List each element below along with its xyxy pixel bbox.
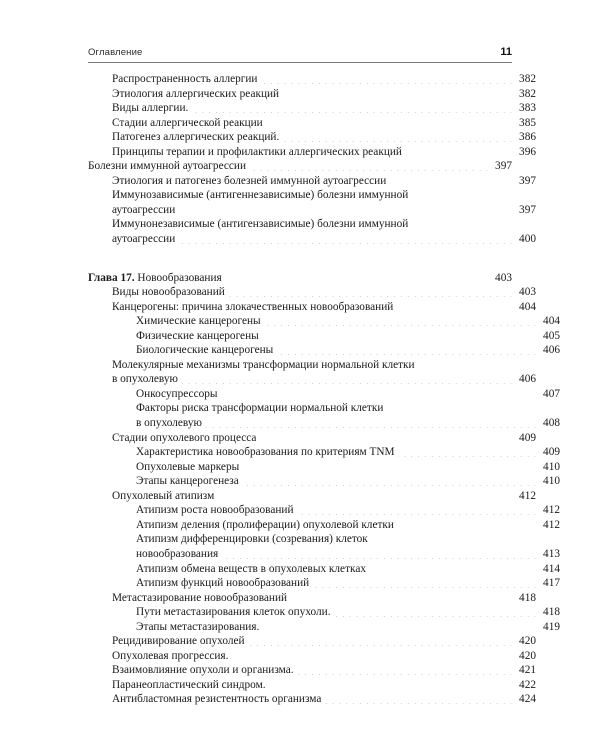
toc-entry[interactable] (88, 634, 536, 649)
toc-entry-label: новообразования (136, 547, 219, 560)
toc-entry-label: Рецидивирование опухолей (112, 635, 245, 648)
toc-dot-leader (282, 141, 513, 142)
toc-entry-page-number: 404 (519, 300, 536, 313)
toc-entry-page-number: 417 (543, 577, 560, 590)
toc-entry-page-number: 412 (543, 504, 560, 517)
toc-entry-label: аутоагрессии (112, 233, 176, 246)
toc-entry[interactable] (88, 518, 560, 533)
toc-entry-label: Характеристика новообразования по критериям TNM (136, 446, 395, 459)
toc-entry-label: в опухолевую (112, 373, 178, 386)
toc-entry-page-number: 405 (543, 329, 560, 342)
toc-entry-label: Стадии опухолевого процесса (112, 431, 257, 444)
toc-dot-leader (297, 674, 513, 675)
toc-entry-page-number: 403 (495, 271, 512, 284)
toc-entry-label: Принципы терапии и профилактики аллергических реакций (112, 145, 402, 158)
toc-entry[interactable] (88, 285, 536, 300)
toc-dot-leader (369, 572, 537, 573)
toc-entry-label: Болезни иммунной аутоагрессии (88, 160, 246, 173)
toc-dot-leader (276, 354, 537, 355)
toc-entry-label: Этапы канцерогенеза (136, 475, 239, 488)
toc-dot-leader (334, 616, 537, 617)
toc-dot-leader (191, 112, 513, 113)
toc-entry-label: Канцерогены: причина злокачественных новообразований (112, 300, 394, 313)
toc-entry-label: Атипизм роста новообразований (136, 504, 294, 517)
toc-entry[interactable] (88, 503, 560, 518)
toc-entry-label: Онкосупрессоры (136, 387, 218, 400)
toc-entry-page-number: 424 (519, 693, 536, 706)
toc-entry[interactable] (88, 116, 536, 131)
toc-dot-leader (228, 296, 513, 297)
toc-entry-label: Паранеопластический синдром. (112, 678, 266, 691)
toc-entry-page-number: 410 (543, 460, 560, 473)
toc-entry-label: Пути метастазирования клеток опухоли. (136, 606, 331, 619)
running-header (88, 46, 512, 63)
toc-entry[interactable] (88, 130, 536, 145)
running-header-title: Оглавление (88, 47, 143, 58)
toc-entry-label: Физические канцерогены (136, 329, 259, 342)
toc-entry-label: Атипизм дифференцировки (созревания) клеток (136, 533, 368, 546)
toc-entry[interactable] (88, 72, 536, 87)
toc-entry-page-number: 404 (543, 315, 560, 328)
toc-entry[interactable] (88, 145, 536, 160)
toc-entry-page-number: 419 (543, 620, 560, 633)
toc-entry[interactable] (88, 232, 536, 247)
toc-entry-label: Этиология аллергических реакций (112, 87, 280, 100)
toc-entry-label: Метастазирование новообразований (112, 591, 288, 604)
toc-entry-page-number: 409 (543, 446, 560, 459)
toc-entry-page-number: 406 (519, 373, 536, 386)
toc-dot-leader (262, 630, 537, 631)
toc-dot-leader (396, 310, 513, 311)
toc-entry-page-number: 400 (519, 233, 536, 246)
toc-entry[interactable] (88, 87, 536, 102)
toc-entry[interactable] (88, 416, 560, 431)
toc-entry[interactable] (88, 489, 536, 504)
toc-entry-label: Опухолевая прогрессия. (112, 649, 229, 662)
toc-entry[interactable] (88, 358, 536, 373)
toc-entry-label: аутоагрессии (112, 203, 176, 216)
toc-dot-leader (231, 659, 513, 660)
toc-entry-page-number: 422 (519, 678, 536, 691)
toc-entry-label: в опухолевую (136, 417, 202, 430)
toc-entry-page-number: 409 (519, 431, 536, 444)
toc-entry[interactable] (88, 649, 536, 664)
toc-entry-label: Атипизм функций новообразований (136, 577, 310, 590)
toc-dot-leader (389, 184, 513, 185)
toc-entry[interactable] (88, 101, 536, 116)
toc-entry[interactable] (88, 300, 536, 315)
toc-entry[interactable] (88, 591, 536, 606)
toc-entry-label: Опухолевый атипизм (112, 489, 215, 502)
toc-entry-label: Этиология и патогенез болезней иммунной аутоагрессии (112, 174, 387, 187)
toc-dot-leader (405, 155, 513, 156)
toc-entry[interactable] (88, 431, 536, 446)
toc-entry-page-number: 412 (519, 489, 536, 502)
toc-entry-label: Иммунонезависимые (антигензависимые) болезни иммунной (112, 218, 409, 231)
toc-entry-label: Виды новообразований (112, 286, 225, 299)
toc-entry-page-number: 410 (543, 475, 560, 488)
toc-entry-label: Иммунозависимые (антигеннезависимые) болезни иммунной (112, 189, 409, 202)
toc-entry-page-number: 383 (519, 102, 536, 115)
toc-dot-leader (242, 485, 537, 486)
toc-entry[interactable] (88, 576, 560, 591)
toc-entry-label: Виды аллергии. (112, 102, 189, 115)
toc-entry-page-number: 408 (543, 417, 560, 430)
toc-entry-page-number: 397 (519, 203, 536, 216)
toc-dot-leader (249, 170, 489, 171)
toc-dot-leader (324, 703, 513, 704)
toc-dot-leader (217, 499, 513, 500)
toc-entry[interactable] (88, 474, 560, 489)
table-of-contents (88, 72, 560, 707)
toc-entry-label: Атипизм обмена веществ в опухолевых клетках (136, 562, 366, 575)
toc-chapter-number: Глава 17. (88, 271, 135, 284)
toc-dot-leader (398, 456, 537, 457)
toc-entry[interactable] (88, 174, 536, 189)
toc-entry[interactable] (88, 314, 560, 329)
toc-dot-leader (297, 514, 538, 515)
toc-entry[interactable] (88, 532, 560, 547)
toc-entry[interactable] (88, 663, 536, 678)
toc-entry-label: Антибластомная резистентность организма (112, 693, 322, 706)
toc-entry-label: Патогенез аллергических реакций. (112, 131, 280, 144)
toc-entry-page-number: 397 (495, 160, 512, 173)
toc-dot-leader (264, 325, 537, 326)
toc-entry[interactable] (88, 203, 536, 218)
toc-section-gap (88, 247, 512, 271)
toc-dot-leader (178, 243, 513, 244)
toc-dot-leader (205, 427, 537, 428)
toc-entry-page-number: 420 (519, 649, 536, 662)
toc-chapter-title: Новообразования (137, 271, 222, 284)
toc-entry[interactable] (88, 605, 560, 620)
toc-entry-label: Химические канцерогены (136, 315, 261, 328)
toc-entry-label: Распространенность аллергии (112, 73, 258, 85)
toc-entry[interactable] (88, 159, 512, 174)
toc-dot-leader (221, 558, 537, 559)
toc-entry[interactable] (88, 678, 536, 693)
toc-entry-page-number: 396 (519, 145, 536, 158)
toc-entry-page-number: 418 (543, 606, 560, 619)
toc-entry-page-number: 406 (543, 344, 560, 357)
toc-chapter-entry[interactable] (88, 271, 512, 286)
toc-entry-label: Молекулярные механизмы трансформации нормальной клетки (112, 358, 415, 371)
toc-entry-page-number: 414 (543, 562, 560, 575)
toc-entry[interactable] (88, 343, 560, 358)
toc-dot-leader (282, 97, 513, 98)
toc-entry[interactable] (88, 217, 536, 232)
toc-entry[interactable] (88, 401, 560, 416)
toc-entry-page-number: 421 (519, 664, 536, 677)
toc-entry-page-number: 386 (519, 131, 536, 144)
toc-entry-page-number: 382 (519, 87, 536, 100)
toc-entry-label: Факторы риска трансформации нормальной клетки (136, 402, 384, 415)
toc-dot-leader (260, 83, 513, 84)
toc-entry[interactable] (88, 547, 560, 562)
toc-entry[interactable] (88, 387, 560, 402)
toc-entry-page-number: 385 (519, 116, 536, 129)
toc-entry[interactable] (88, 620, 560, 635)
toc-entry-label: Этапы метастазирования. (136, 620, 260, 633)
toc-entry[interactable] (88, 562, 560, 577)
toc-dot-leader (290, 601, 513, 602)
toc-entry-label: Опухолевые маркеры (136, 460, 240, 473)
toc-dot-leader (266, 126, 513, 127)
toc-entry[interactable] (88, 188, 536, 203)
toc-dot-leader (248, 645, 513, 646)
toc-entry-label: Взаимовлияние опухоли и организма. (112, 664, 294, 677)
toc-dot-leader (220, 397, 537, 398)
toc-entry-page-number: 418 (519, 591, 536, 604)
toc-dot-leader (225, 281, 489, 282)
toc-entry-label: Атипизм деления (пролиферации) опухолевой клетки (136, 518, 394, 531)
toc-entry-page-number: 397 (519, 174, 536, 187)
toc-entry-label: Стадии аллергической реакции (112, 116, 263, 129)
toc-entry-page-number: 413 (543, 547, 560, 560)
toc-dot-leader (178, 213, 513, 214)
toc-dot-leader (259, 441, 513, 442)
toc-entry-label (88, 271, 222, 286)
toc-entry-page-number: 407 (543, 387, 560, 400)
toc-entry-page-number: 412 (543, 518, 560, 531)
toc-entry[interactable] (88, 692, 536, 707)
toc-dot-leader (242, 470, 537, 471)
toc-entry[interactable] (88, 372, 536, 387)
toc-entry[interactable] (88, 445, 560, 460)
toc-dot-leader (262, 339, 537, 340)
toc-entry-page-number: 403 (519, 286, 536, 299)
toc-dot-leader (397, 528, 537, 529)
toc-dot-leader (181, 383, 513, 384)
toc-entry-page-number: 382 (519, 73, 536, 85)
toc-entry-page-number: 420 (519, 635, 536, 648)
page-number: 11 (500, 46, 512, 58)
toc-dot-leader (312, 587, 537, 588)
toc-entry[interactable] (88, 460, 560, 475)
toc-dot-leader (269, 688, 513, 689)
toc-entry-label: Биологические канцерогены (136, 344, 274, 357)
toc-entry[interactable] (88, 329, 560, 344)
